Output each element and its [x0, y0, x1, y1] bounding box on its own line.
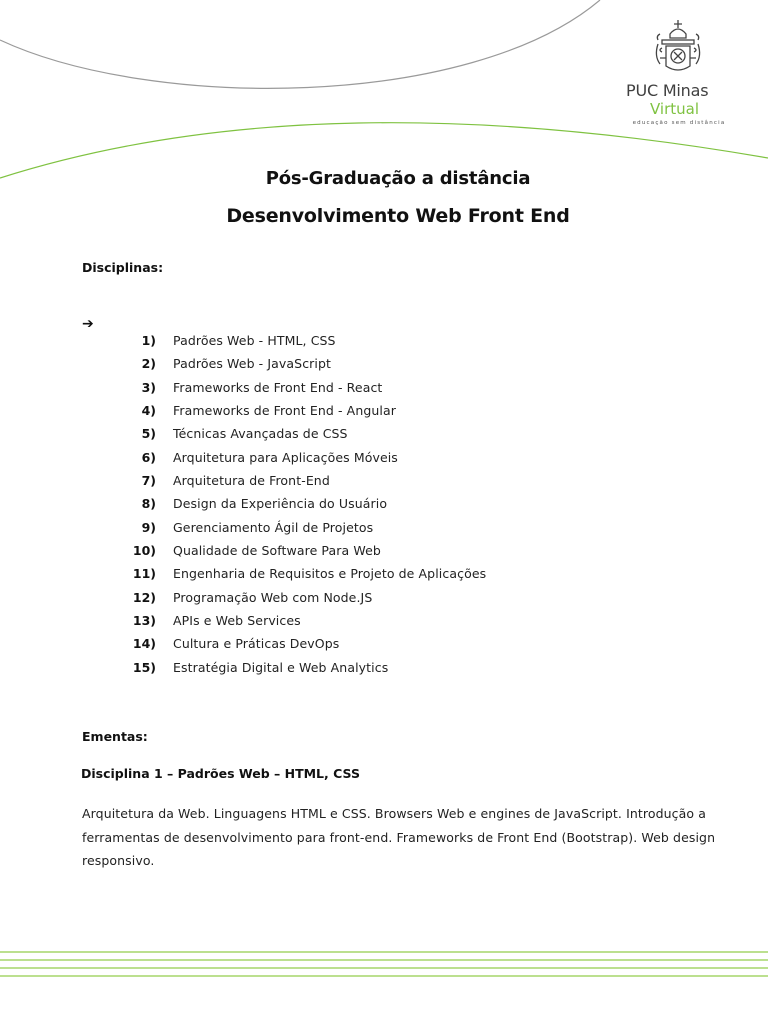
discipline-description: Arquitetura da Web. Linguagens HTML e CSS. Browsers Web e engines de JavaScript. Introdução a ferramentas de desenvolvimento para front-end. Frameworks de Front End (Bootstrap). Web design responsivo.	[82, 806, 716, 868]
item-name: Qualidade de Software Para Web	[173, 542, 381, 558]
item-name: Cultura e Práticas DevOps	[173, 636, 340, 652]
item-name: Frameworks de Front End - React	[173, 379, 383, 395]
list-item	[128, 354, 332, 377]
item-number: 4)	[141, 402, 156, 418]
item-number: 3)	[141, 379, 156, 395]
item-name: Padrões Web - HTML, CSS	[173, 333, 336, 348]
list-item	[128, 634, 340, 657]
item-number: 1)	[141, 333, 156, 348]
item-name: APIs e Web Services	[173, 612, 301, 628]
item-number: 12)	[132, 589, 156, 605]
item-number: 15)	[132, 659, 156, 675]
course-title: Desenvolvimento Web Front End	[226, 205, 570, 227]
list-item	[128, 331, 336, 354]
item-number: 8)	[141, 496, 156, 512]
discipline-heading: Disciplina 1 – Padrões Web – HTML, CSS	[81, 766, 360, 781]
item-name: Estratégia Digital e Web Analytics	[173, 659, 389, 675]
top-gray-curve	[0, 0, 600, 88]
item-name: Frameworks de Front End - Angular	[173, 402, 396, 418]
item-number: 14)	[132, 636, 156, 652]
item-number: 6)	[141, 449, 156, 465]
list-item	[128, 448, 398, 471]
logo-brand-text: PUC Minas	[626, 81, 709, 100]
puc-minas-logo	[626, 18, 730, 130]
item-number: 2)	[141, 356, 156, 372]
list-item	[128, 424, 348, 447]
list-item	[128, 378, 383, 401]
item-number: 13)	[132, 612, 156, 628]
item-name: Padrões Web - JavaScript	[173, 356, 332, 372]
list-item	[128, 471, 330, 494]
list-item	[128, 564, 487, 587]
list-item	[128, 588, 373, 611]
list-item	[128, 494, 388, 517]
disciplinas-list	[128, 331, 487, 681]
item-name: Arquitetura para Aplicações Móveis	[173, 449, 398, 465]
item-number: 10)	[132, 542, 156, 558]
item-number: 5)	[141, 426, 156, 442]
list-item	[128, 518, 374, 541]
item-number: 9)	[141, 519, 156, 535]
page-title: Pós-Graduação a distância	[265, 168, 531, 189]
crest-icon	[648, 18, 708, 78]
arrow-right-icon: ➔	[82, 316, 94, 332]
item-name: Técnicas Avançadas de CSS	[173, 426, 348, 442]
item-name: Arquitetura de Front-End	[173, 472, 330, 488]
item-number: 7)	[141, 472, 156, 488]
list-item	[128, 541, 381, 564]
disciplinas-label: Disciplinas:	[82, 260, 164, 275]
list-item	[128, 611, 301, 634]
list-item	[128, 401, 396, 424]
item-name: Design da Experiência do Usuário	[173, 496, 388, 512]
item-number: 11)	[132, 566, 156, 582]
ementas-label: Ementas:	[82, 729, 148, 744]
logo-virtual-text: Virtual	[650, 100, 700, 118]
list-item	[128, 658, 389, 681]
logo-tagline: educação sem distância	[632, 120, 726, 126]
item-name: Programação Web com Node.JS	[173, 589, 373, 605]
item-name: Gerenciamento Ágil de Projetos	[173, 519, 374, 535]
item-name: Engenharia de Requisitos e Projeto de Aplicações	[173, 566, 487, 582]
